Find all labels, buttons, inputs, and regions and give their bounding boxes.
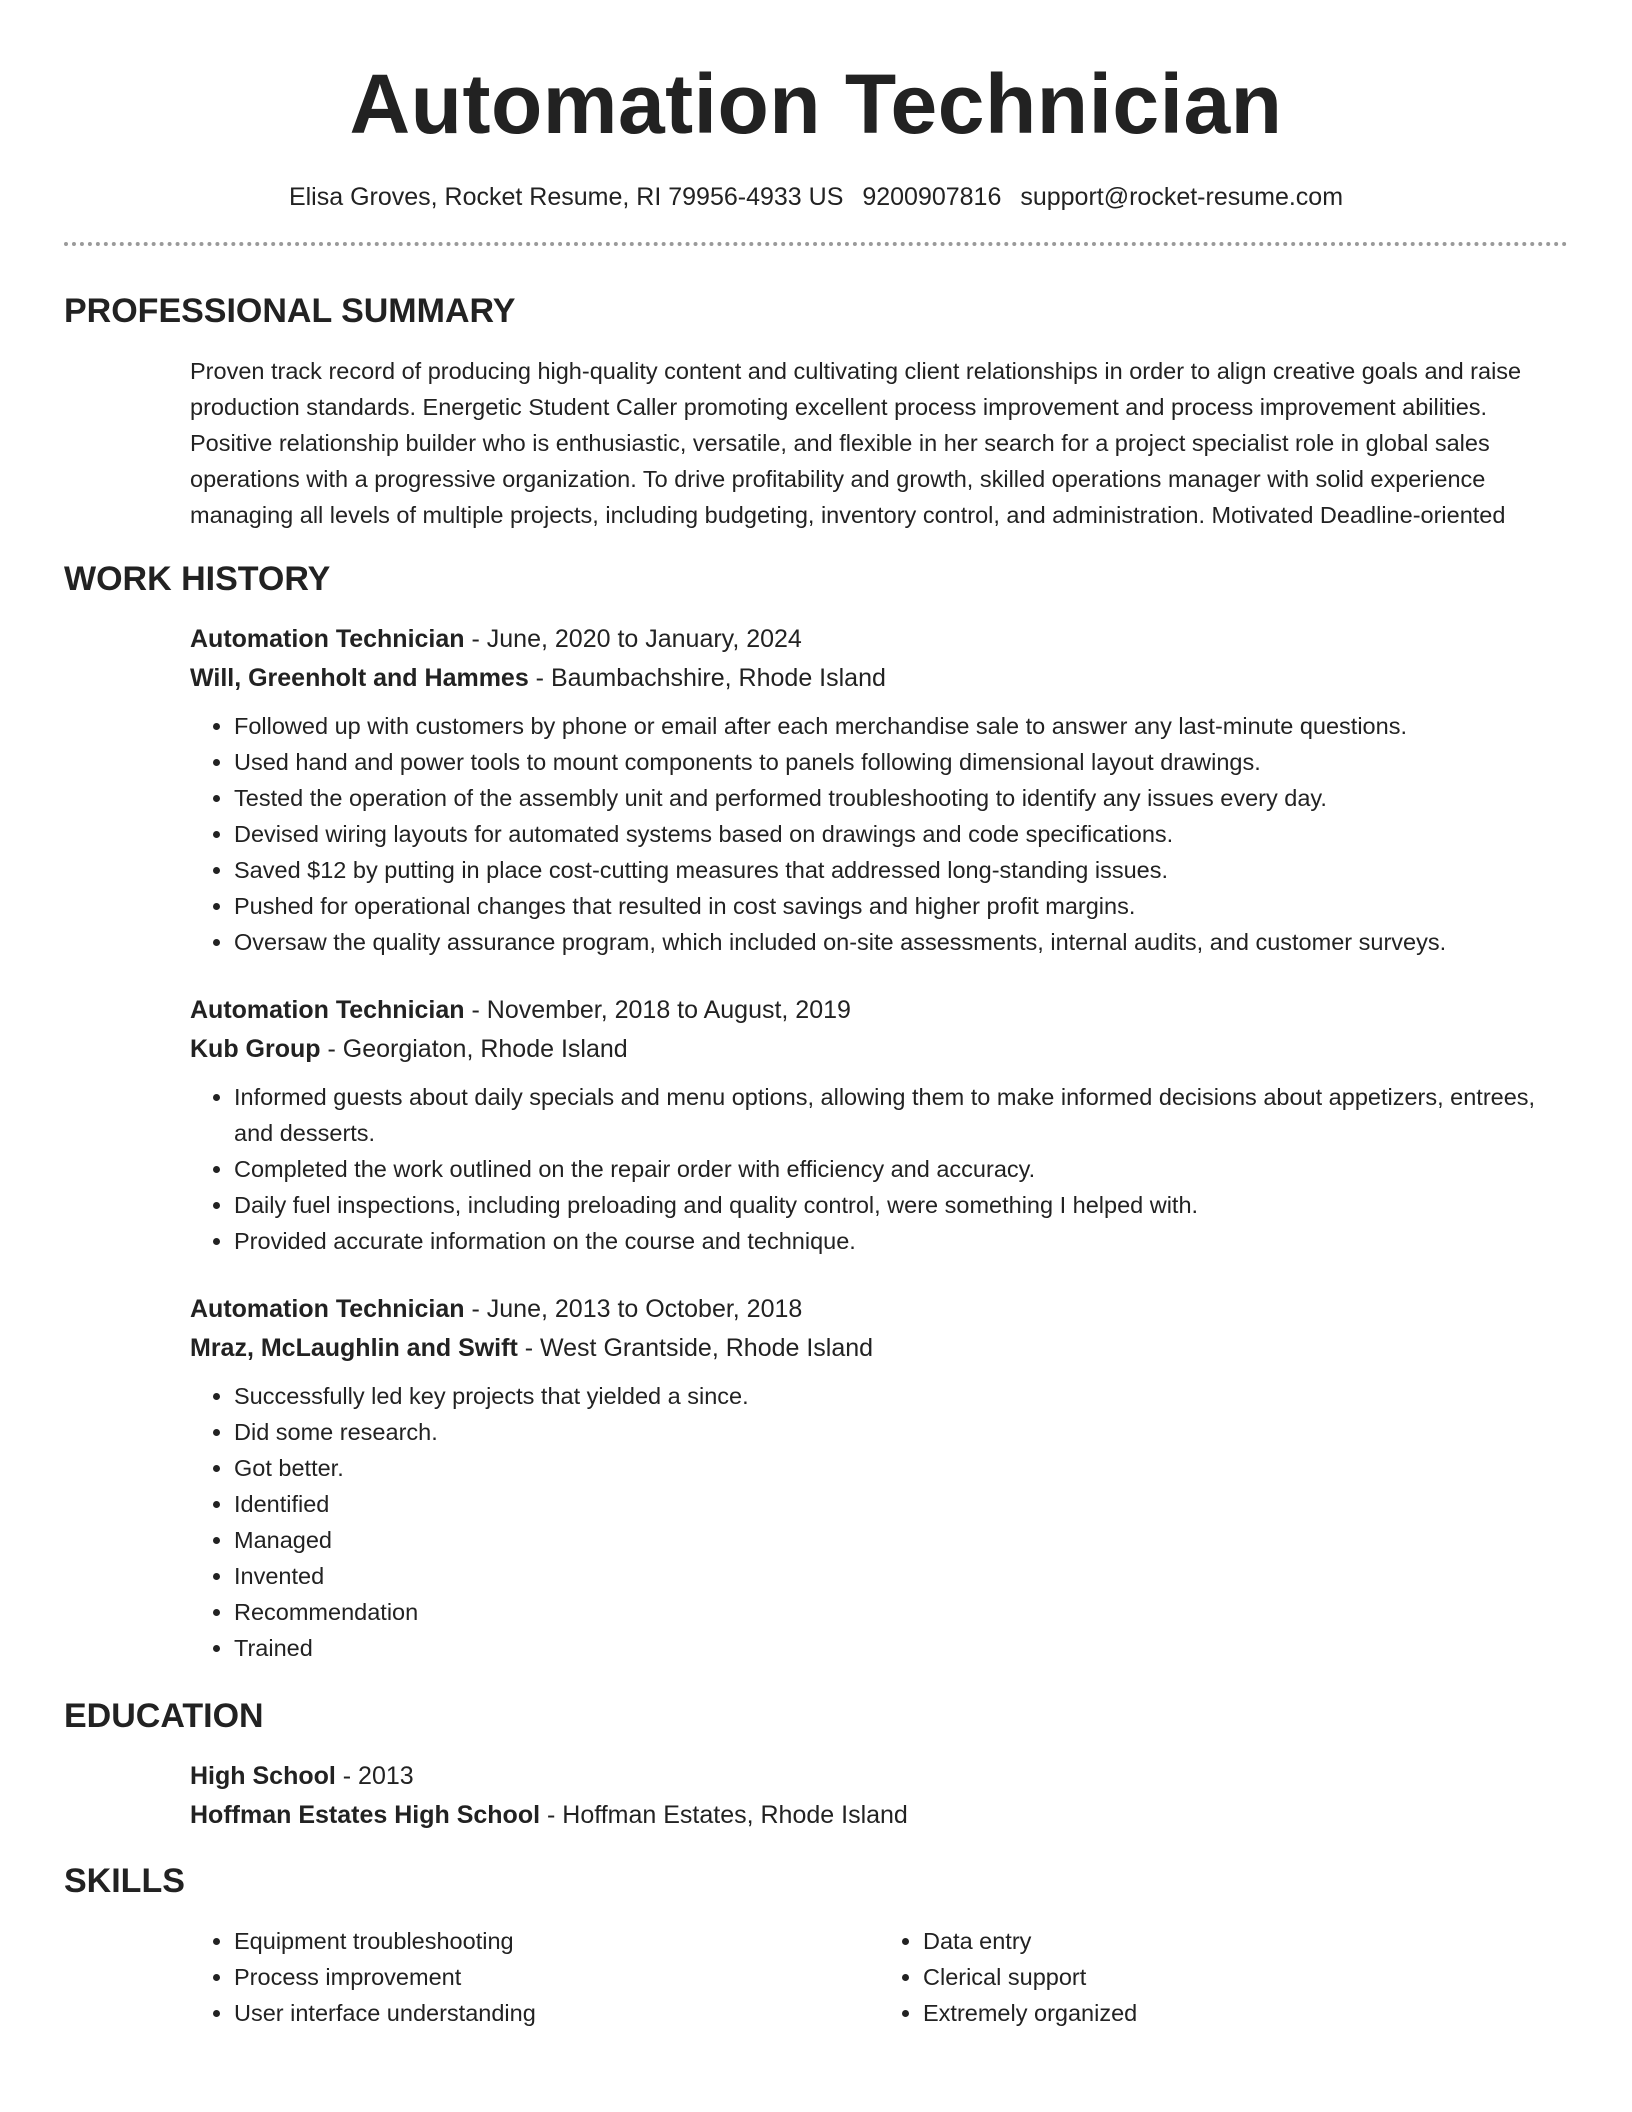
list-item: • Invented (234, 1558, 1568, 1594)
skills-right-column (879, 1923, 1568, 2031)
job-dates: - June, 2020 to January, 2024 (464, 625, 802, 653)
list-item: • Used hand and power tools to mount components to panels following dimensional layout drawings. (234, 744, 1568, 780)
job-entry (190, 992, 1568, 1259)
list-item: • Got better. (234, 1450, 1568, 1486)
resume-title: Automation Technician (349, 57, 1283, 151)
contact-line (64, 180, 1568, 214)
summary-section (64, 291, 1568, 533)
header-divider (64, 242, 1568, 246)
list-item: • Trained (234, 1630, 1568, 1666)
job-company-line (190, 1031, 1568, 1067)
job-entry (190, 1291, 1568, 1666)
contact-email[interactable]: support@rocket-resume.com (1020, 183, 1344, 211)
skill-item: • Clerical support (923, 1959, 1568, 1995)
education-school-line (190, 1797, 1568, 1833)
education-location: - Hoffman Estates, Rhode Island (540, 1801, 908, 1829)
list-item: • Did some research. (234, 1414, 1568, 1450)
list-item: • Pushed for operational changes that resulted in cost savings and higher profit margins. (234, 888, 1568, 924)
list-item: • Devised wiring layouts for automated systems based on drawings and code specifications. (234, 816, 1568, 852)
job-title: Automation Technician (190, 1295, 465, 1323)
list-item: • Identified (234, 1486, 1568, 1522)
skill-item: • Process improvement (234, 1959, 879, 1995)
section-heading-skills: SKILLS (64, 1862, 185, 1900)
job-location: - Baumbachshire, Rhode Island (528, 664, 886, 692)
section-heading-education: EDUCATION (64, 1697, 264, 1735)
education-school: Hoffman Estates High School (190, 1801, 541, 1829)
skill-item: • Extremely organized (923, 1995, 1568, 2031)
education-entry (190, 1758, 1568, 1833)
job-company: Will, Greenholt and Hammes (190, 664, 529, 692)
job-company: Mraz, McLaughlin and Swift (190, 1334, 518, 1362)
education-year: - 2013 (335, 1762, 414, 1790)
contact-phone: 9200907816 (862, 183, 1002, 211)
job-dates: - June, 2013 to October, 2018 (464, 1295, 803, 1323)
list-item: • Recommendation (234, 1594, 1568, 1630)
job-bullets (190, 1378, 1568, 1666)
section-heading-summary: PROFESSIONAL SUMMARY (64, 292, 516, 330)
job-title-line (190, 992, 1568, 1028)
skill-item: • User interface understanding (234, 1995, 879, 2031)
list-item: • Saved $12 by putting in place cost-cutting measures that addressed long-standing issues. (234, 852, 1568, 888)
job-entry (190, 621, 1568, 960)
list-item: • Oversaw the quality assurance program, which included on-site assessments, internal audits, and customer surveys. (234, 924, 1568, 960)
list-item: • Provided accurate information on the course and technique. (234, 1223, 1568, 1259)
list-item: • Successfully led key projects that yielded a since. (234, 1378, 1568, 1414)
job-title: Automation Technician (190, 996, 465, 1024)
job-title-line (190, 621, 1568, 657)
work-history-section (64, 559, 1568, 1666)
skills-columns (190, 1923, 1568, 2031)
job-dates: - November, 2018 to August, 2019 (464, 996, 851, 1024)
education-degree-line (190, 1758, 1568, 1794)
job-title-line (190, 1291, 1568, 1327)
list-item: • Completed the work outlined on the repair order with efficiency and accuracy. (234, 1151, 1568, 1187)
summary-text: Proven track record of producing high-quality content and cultivating client relationships in order to align creative goals and raise production standards. Energetic Student Caller promoting excellent process improvement and process improvement abilities. Positive relationship builder who is enthusiastic, versatile, and flexible in her search for a project specialist role in global sales operations with a progressive organization. To drive profitability and growth, skilled operations manager with solid experience managing all levels of multiple projects, including budgeting, inventory control, and administration. Motivated Deadline-oriented (190, 358, 1522, 528)
job-bullets (190, 708, 1568, 960)
education-section (64, 1696, 1568, 1833)
skills-section (64, 1861, 1568, 2031)
contact-address: Elisa Groves, Rocket Resume, RI 79956-4933 US (288, 183, 844, 211)
section-heading-work-history: WORK HISTORY (64, 560, 331, 598)
list-item: • Followed up with customers by phone or email after each merchandise sale to answer any last-minute questions. (234, 708, 1568, 744)
list-item: • Daily fuel inspections, including preloading and quality control, were something I helped with. (234, 1187, 1568, 1223)
job-title: Automation Technician (190, 625, 465, 653)
job-company-line (190, 660, 1568, 696)
list-item: • Informed guests about daily specials and menu options, allowing them to make informed decisions about appetizers, entrees, and desserts. (234, 1079, 1568, 1151)
job-location: - West Grantside, Rhode Island (517, 1334, 874, 1362)
list-item: • Tested the operation of the assembly unit and performed troubleshooting to identify any issues every day. (234, 780, 1568, 816)
job-company: Kub Group (190, 1035, 321, 1063)
education-degree: High School (190, 1762, 336, 1790)
list-item: • Managed (234, 1522, 1568, 1558)
job-company-line (190, 1330, 1568, 1366)
skills-left-column (190, 1923, 879, 2031)
skill-item: • Data entry (923, 1923, 1568, 1959)
skill-item: • Equipment troubleshooting (234, 1923, 879, 1959)
job-bullets (190, 1079, 1568, 1259)
job-location: - Georgiaton, Rhode Island (320, 1035, 628, 1063)
resume-page (64, 0, 1568, 2031)
